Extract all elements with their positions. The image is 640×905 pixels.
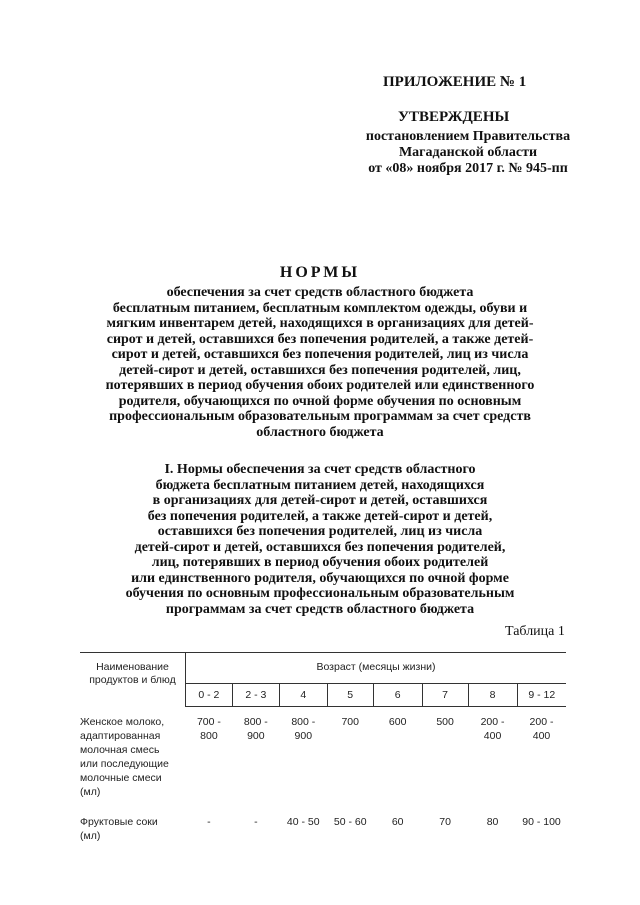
norms-title: НОРМЫ xyxy=(279,264,361,281)
product-line: молочная смесь xyxy=(80,743,160,756)
value-line: 400 xyxy=(483,730,502,742)
value-line: 500 xyxy=(436,716,454,728)
value-cell xyxy=(232,707,279,807)
norms-table xyxy=(80,652,566,843)
subtitle-line: детей-сирот и детей, оставшихся без попечения родителей, лиц, xyxy=(119,362,521,378)
product-line: (мл) xyxy=(80,785,101,798)
subtitle-line: сирот и детей, оставшихся без попечения родителей, лиц из числа xyxy=(111,347,529,362)
subtitle-line: областного бюджета xyxy=(256,424,384,440)
value-line: 200 - xyxy=(480,716,505,728)
age-column-header: 9 - 12 xyxy=(517,684,566,707)
age-column-header: 2 - 3 xyxy=(232,684,279,707)
subtitle-line: бесплатным питанием, бесплатным комплектом одежды, обуви и xyxy=(112,300,528,316)
value-cell xyxy=(279,707,327,807)
value-line: 400 xyxy=(532,730,551,742)
product-line: Женское молоко, xyxy=(80,715,165,728)
section-title-line: в организациях для детей-сирот и детей, оставшихся xyxy=(152,493,488,508)
section-title-line: оставшихся без попечения родителей, лиц из числа xyxy=(157,524,483,539)
age-column-header: 8 xyxy=(468,684,517,707)
table-label: Таблица 1 xyxy=(505,624,565,639)
value-cell: 40 - 50 xyxy=(286,815,320,828)
value-cell xyxy=(185,707,232,807)
value-cell: 90 - 100 xyxy=(522,815,561,828)
section-title-line: обучения по основным профессиональным образовательным xyxy=(125,586,515,601)
value-cell: 60 xyxy=(391,815,404,828)
value-cell xyxy=(517,707,566,807)
resolution-line: постановлением Правительства xyxy=(365,129,571,144)
age-column-header: 5 xyxy=(327,684,373,707)
header-age: Возраст (месяцы жизни) xyxy=(185,653,566,684)
value-cell: 70 xyxy=(439,815,451,828)
value-line: 800 - xyxy=(291,716,316,728)
value-line: 900 xyxy=(247,730,265,742)
value-cell: 50 - 60 xyxy=(333,815,367,828)
section-title-line: лиц, потерявших в период обучения обоих родителей xyxy=(151,555,489,570)
value-cell: - xyxy=(207,815,211,828)
value-line: 200 - xyxy=(529,716,554,728)
value-cell xyxy=(422,707,468,807)
header-name-line: продуктов и блюд xyxy=(89,674,176,686)
approved-label: УТВЕРЖДЕНЫ xyxy=(398,109,510,125)
product-line: Фруктовые соки xyxy=(80,815,158,828)
value-line: 800 - xyxy=(243,716,268,728)
header-name-line: Наименование xyxy=(96,661,169,673)
section-title-line: I. Нормы обеспечения за счет средств областного xyxy=(164,462,476,477)
section-title-line: программам за счет средств областного бюджета xyxy=(165,601,475,617)
product-cell xyxy=(80,707,185,807)
product-cell xyxy=(80,807,185,843)
age-column-header: 6 xyxy=(373,684,422,707)
value-cell: - xyxy=(254,815,258,828)
norms-subtitle xyxy=(80,285,560,440)
value-cell xyxy=(327,707,373,807)
table-row xyxy=(80,707,566,807)
section-title-line: или единственного родителя, обучающихся по очной форме xyxy=(131,570,509,586)
product-line: или последующие xyxy=(80,757,169,770)
appendix-label: ПРИЛОЖЕНИЕ № 1 xyxy=(383,74,527,90)
subtitle-line: сирот и детей, оставшихся без попечения родителей, а также детей- xyxy=(106,331,534,347)
age-column-header: 0 - 2 xyxy=(185,684,232,707)
section-title-line: без попечения родителей, а также детей-сирот и детей, xyxy=(147,508,493,524)
value-cell xyxy=(468,707,517,807)
section-title xyxy=(95,462,545,617)
subtitle-line: потерявших в период обучения обоих родителей или единственного xyxy=(105,378,535,393)
value-line: 900 xyxy=(294,730,313,742)
value-line: 700 - xyxy=(196,716,221,728)
value-cell xyxy=(373,707,422,807)
subtitle-line: профессиональным образовательным программам за счет средств xyxy=(109,409,531,424)
value-line: 600 xyxy=(388,716,407,728)
resolution-line: Магаданской области xyxy=(398,145,538,160)
value-cell: 80 xyxy=(486,815,499,828)
value-line: 800 xyxy=(200,730,218,742)
table-row xyxy=(80,807,566,843)
product-line: молочные смеси xyxy=(80,771,162,784)
product-line: (мл) xyxy=(80,829,101,842)
subtitle-line: родителя, обучающихся по очной форме обучения по основным xyxy=(118,393,522,409)
product-line: адаптированная xyxy=(80,729,161,742)
section-title-line: бюджета бесплатным питанием детей, находящихся xyxy=(155,477,485,493)
header-product-name xyxy=(80,653,185,707)
section-title-line: детей-сирот и детей, оставшихся без попечения родителей, xyxy=(134,539,506,555)
resolution-line: от «08» ноября 2017 г. № 945-пп xyxy=(368,161,568,176)
age-column-header: 4 xyxy=(279,684,327,707)
subtitle-line: мягким инвентарем детей, находящихся в организациях для детей- xyxy=(106,316,534,331)
subtitle-line: обеспечения за счет средств областного бюджета xyxy=(166,285,474,300)
age-column-header: 7 xyxy=(422,684,468,707)
value-line: 700 xyxy=(341,716,359,728)
resolution-block xyxy=(338,129,598,177)
